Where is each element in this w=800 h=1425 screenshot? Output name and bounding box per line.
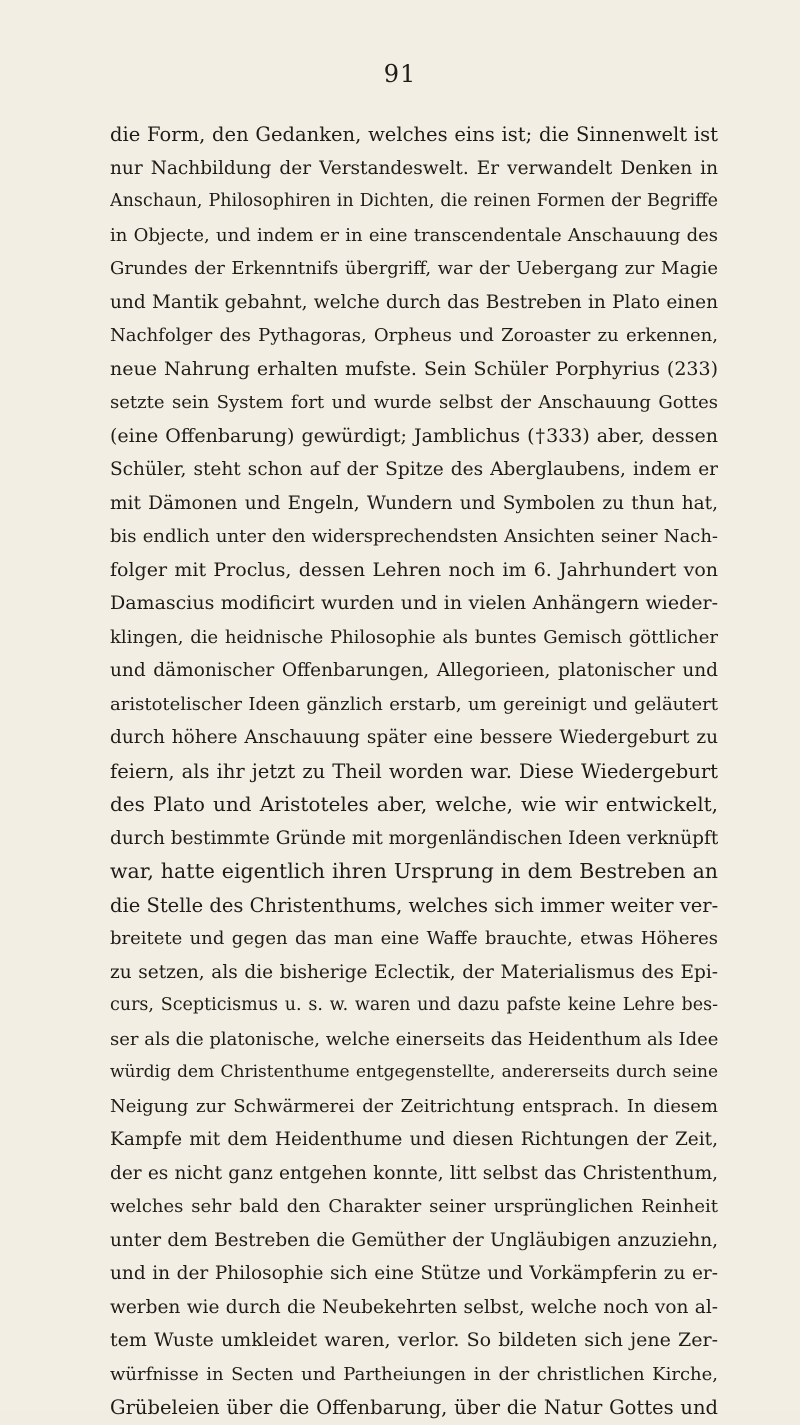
text-line: durch höhere Anschauung später eine bessere Wiedergeburt zu [110,727,718,748]
page-number: 91 [383,60,417,88]
text-line: die Form, den Gedanken, welches eins ist; die Sinnenwelt ist [110,123,718,146]
text-line: unter dem Bestreben die Gemüther der Ungläubigen anzuziehn, [110,1229,718,1251]
body-text [110,118,718,1425]
text-line: neue Nahrung erhalten mufste. Sein Schüler Porphyrius (233) [110,357,718,380]
text-line: würdig dem Christenthume entgegenstellte, andererseits durch seine [110,1062,718,1082]
text-line: und dämonischer Offenbarungen, Allegorieen, platonischer und [110,660,718,681]
text-line: feiern, als ihr jetzt zu Theil worden war. Diese Wiedergeburt [110,759,718,783]
text-line: Neigung zur Schwärmerei der Zeitrichtung entsprach. In diesem [110,1095,718,1117]
text-line: Nachfolger des Pythagoras, Orpheus und Zoroaster zu erkennen, [110,325,718,346]
text-line: Grundes der Erkenntnifs übergriff, war der Uebergang zur Magie [110,258,718,279]
text-line: des Plato und Aristoteles aber, welche, wie wir entwickelt, [110,792,718,816]
text-line: der es nicht ganz entgehen konnte, litt selbst das Christenthum, [110,1162,718,1184]
text-line: nur Nachbildung der Verstandeswelt. Er verwandelt Denken in [110,157,718,179]
text-line: und Mantik gebahnt, welche durch das Bestreben in Plato einen [110,291,718,313]
text-line: ser als die platonische, welche einerseits das Heidenthum als Idee [110,1028,718,1050]
text-line: würfnisse in Secten und Partheiungen in der christlichen Kirche, [110,1363,718,1385]
text-line: breitete und gegen das man eine Waffe brauchte, etwas Höheres [110,928,718,949]
text-line: Grübeleien über die Offenbarung, über die Natur Gottes und [110,1396,718,1419]
text-line: tem Wuste umkleidet waren, verlor. So bildeten sich jene Zer- [110,1329,718,1351]
text-line: (eine Offenbarung) gewürdigt; Jamblichus (†333) aber, dessen [110,424,718,447]
text-line: Damascius modificirt wurden und in vielen Anhängern wieder- [110,592,718,614]
text-line: zu setzen, als die bisherige Eclectik, der Materialismus des Epi- [110,961,718,983]
text-line: folger mit Proclus, dessen Lehren noch im 6. Jahrhundert von [110,558,718,581]
text-line: klingen, die heidnische Philosophie als buntes Gemisch göttlicher [110,626,718,648]
text-line: mit Dämonen und Engeln, Wundern und Symbolen zu thun hat, [110,492,718,514]
text-line: in Objecte, und indem er in eine transcendentale Anschauung des [110,224,718,246]
text-line: und in der Philosophie sich eine Stütze und Vorkämpferin zu er- [110,1263,718,1284]
text-line: aristotelischer Ideen gänzlich erstarb, um gereinigt und geläutert [110,693,718,715]
text-line: werben wie durch die Neubekehrten selbst, welche noch von al- [110,1296,718,1318]
text-line: die Stelle des Christenthums, welches sich immer weiter ver- [110,893,718,917]
text-line: Anschaun, Philosophiren in Dichten, die reinen Formen der Begriffe [110,191,718,211]
text-line: setzte sein System fort und wurde selbst der Anschauung Gottes [110,392,718,413]
text-line: Kampfe mit dem Heidenthume und diesen Richtungen der Zeit, [110,1129,718,1150]
text-line: bis endlich unter den widersprechendsten Ansichten seiner Nach- [110,526,718,547]
text-line: war, hatte eigentlich ihren Ursprung in dem Bestreben an [110,859,718,883]
text-line: Schüler, steht schon auf der Spitze des Aberglaubens, indem er [110,459,718,480]
text-line: durch bestimmte Gründe mit morgenländischen Ideen verknüpft [110,827,718,849]
text-line: curs, Scepticismus u. s. w. waren und dazu pafste keine Lehre bes- [110,995,718,1015]
text-line: welches sehr bald den Charakter seiner ursprünglichen Reinheit [110,1196,718,1217]
